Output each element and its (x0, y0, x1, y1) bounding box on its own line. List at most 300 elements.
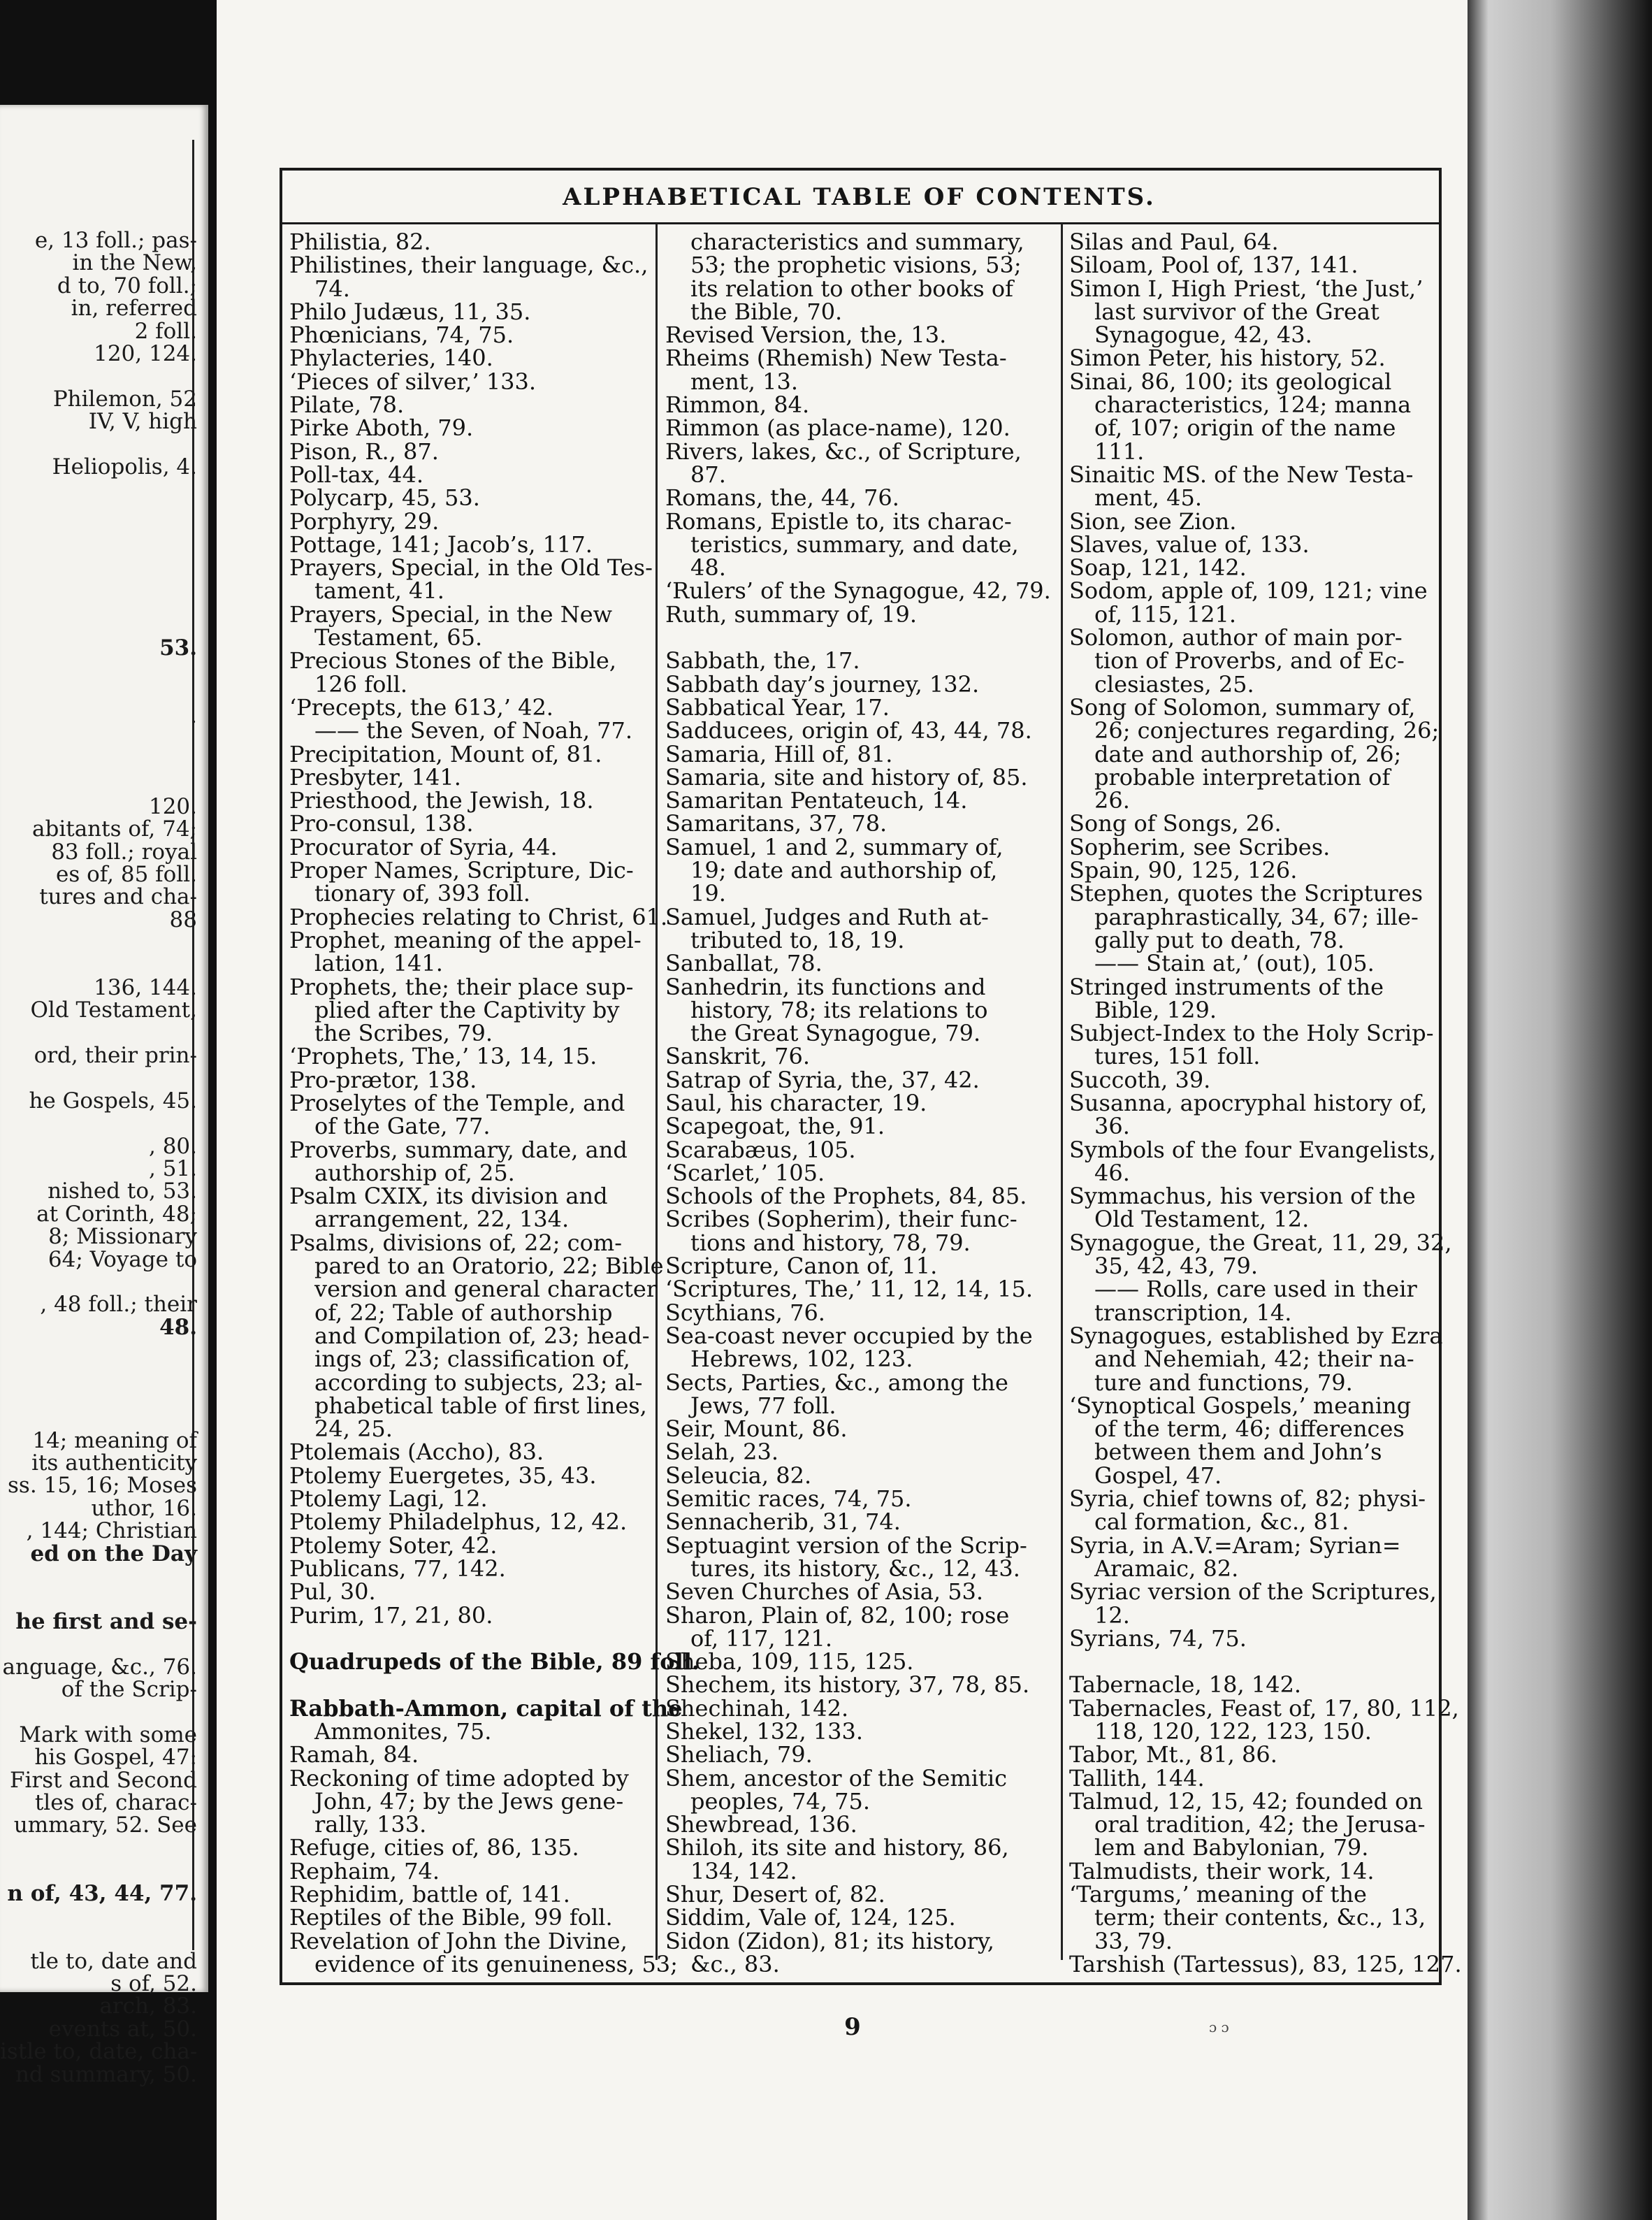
index-entry-line: 24, 25. (314, 1415, 393, 1443)
index-entry-line: Syriac version of the Scriptures, (1069, 1578, 1437, 1606)
index-entry-line: Romans, Epistle to, its charac- (665, 507, 1012, 535)
left-page-line: , 48 foll.; their (40, 1292, 197, 1318)
index-entry-line: Stephen, quotes the Scriptures (1069, 880, 1423, 907)
index-column-1 (289, 229, 700, 1977)
index-entry-line: Selah, 23. (665, 1439, 779, 1466)
index-entry-line: ture and functions, 79. (1094, 1369, 1353, 1396)
index-entry-line: Ptolemy Soter, 42. (289, 1531, 498, 1559)
index-entry-line: Rabbath-Ammon, capital of the (289, 1694, 683, 1722)
index-entry-line: pared to an Oratorio, 22; Bible (314, 1253, 664, 1280)
index-entry-line: Precious Stones of the Bible, (289, 647, 617, 675)
index-entry-line: Revelation of John the Divine, (289, 1927, 628, 1954)
index-entry-line: Presbyter, 141. (289, 763, 461, 791)
index-entry-line: 134, 142. (690, 1857, 797, 1884)
left-page-line (0, 365, 197, 387)
left-page-line: Mark with some (19, 1722, 197, 1747)
index-entry-line: Shiloh, its site and history, 86, (665, 1834, 1009, 1861)
index-entry-line: the Great Synagogue, 79. (690, 1020, 981, 1047)
section-gap (665, 626, 1054, 649)
index-entry-line: 35, 42, 43, 79. (1094, 1253, 1259, 1280)
index-entry-line: characteristics and summary, (690, 229, 1024, 255)
index-entry-line: 48. (690, 554, 726, 582)
index-entry-line: Publicans, 77, 142. (289, 1555, 506, 1582)
left-page-line (0, 501, 197, 524)
index-entry-line: Scythians, 76. (665, 1299, 825, 1326)
index-entry-line: 33, 79. (1094, 1927, 1173, 1954)
index-entry-line: Seleucia, 82. (665, 1462, 812, 1489)
index-entry-line: Refuge, cities of, 86, 135. (289, 1834, 579, 1861)
index-entry-line: Scripture, Canon of, 11. (665, 1253, 938, 1280)
left-page-line (0, 1067, 197, 1089)
index-entry-line: gally put to death, 78. (1094, 926, 1345, 953)
left-page-line (0, 614, 197, 637)
index-entry-line: Rimmon, 84. (665, 391, 810, 419)
left-page-line: IV, V, high (88, 409, 197, 435)
index-entry-line: Precipitation, Mount of, 81. (289, 740, 602, 767)
index-entry-line: Quadrupeds of the Bible, 89 foll. (289, 1648, 700, 1675)
left-page-line: anguage, &c., 76. (2, 1654, 197, 1680)
section-gap (289, 1627, 649, 1650)
index-entry-line: evidence of its genuineness, 53; (314, 1950, 678, 1977)
left-page-line: at Corinth, 48; (36, 1201, 197, 1227)
index-entry-line: Sects, Parties, &c., among the (665, 1369, 1008, 1396)
index-entry-line: 53; the prophetic visions, 53; (690, 252, 1022, 279)
left-page-line: n of, 43, 44, 77. (7, 1880, 197, 1906)
index-entry-line: Bible, 129. (1094, 996, 1217, 1023)
index-entry-line: Samaria, Hill of, 81. (665, 740, 893, 767)
index-entry-line: tament, 41. (314, 577, 444, 605)
index-entry-line: Simon I, High Priest, ‘the Just,’ (1069, 275, 1423, 302)
index-entry-line: according to subjects, 23; al- (314, 1369, 643, 1396)
index-entry-line: Rimmon (as place-name), 120. (665, 415, 1010, 442)
index-entry-line: 26. (1094, 787, 1130, 814)
index-entry-line: Purim, 17, 21, 80. (289, 1601, 493, 1629)
index-entry-line: Proverbs, summary, date, and (289, 1136, 628, 1163)
index-entry-line: Shur, Desert of, 82. (665, 1881, 885, 1908)
index-entry-line: 118, 120, 122, 123, 150. (1094, 1718, 1372, 1745)
index-entry-line: of the Gate, 77. (314, 1113, 491, 1140)
left-page-line: , 80. (148, 1133, 197, 1159)
index-entry-line: 26; conjectures regarding, 26; (1094, 717, 1440, 744)
left-page-line: 14; meaning of (32, 1427, 197, 1453)
index-entry-line: Rephidim, battle of, 141. (289, 1881, 570, 1908)
index-entry-line: Sanhedrin, its functions and (665, 973, 986, 1000)
index-entry-line: of, 107; origin of the name (1094, 415, 1396, 442)
page-title: ALPHABETICAL TABLE OF CONTENTS. (563, 183, 1156, 211)
left-page-line (0, 591, 197, 614)
index-entry-line: Scapegoat, the, 91. (665, 1113, 885, 1140)
index-entry-line: Sheliach, 79. (665, 1741, 813, 1768)
left-page-line (0, 1701, 197, 1723)
index-entry-line: clesiastes, 25. (1094, 670, 1254, 698)
index-entry-line: Samaria, site and history of, 85. (665, 763, 1028, 791)
index-entry-line: Shem, ancestor of the Semitic (665, 1764, 1008, 1792)
left-page-line: 88 (169, 907, 197, 932)
index-entry-line: Pul, 30. (289, 1578, 376, 1606)
left-page-line: 8; Missionary (48, 1224, 197, 1250)
left-page-line (0, 728, 197, 750)
index-entry-line: Prayers, Special, in the Old Tes- (289, 554, 653, 582)
book-binding-edge (1468, 0, 1652, 2220)
left-page-line (0, 1112, 197, 1134)
index-entry-line: rally, 133. (314, 1811, 427, 1838)
index-entry-line: Sea-coast never occupied by the (665, 1322, 1033, 1349)
index-entry-line: the Bible, 70. (690, 298, 843, 325)
left-page-line: uthor, 16. (91, 1495, 197, 1521)
index-entry-line: history, 78; its relations to (690, 996, 988, 1023)
index-entry-line: Sopherim, see Scribes. (1069, 833, 1331, 860)
index-entry-line: of the term, 46; differences (1094, 1415, 1405, 1443)
left-page-line: Heliopolis, 4. (52, 454, 197, 480)
index-entry-line: Septuagint version of the Scrip- (665, 1531, 1027, 1559)
title-rule (280, 222, 1442, 224)
index-entry-line: Proselytes of the Temple, and (289, 1089, 625, 1116)
index-entry-line: Pro-consul, 138. (289, 810, 474, 837)
left-page-line (0, 659, 197, 682)
left-page-line: e, 13 foll.; pas- (34, 228, 197, 253)
index-entry-line: ings of, 23; classification of, (314, 1346, 630, 1373)
index-entry-line: last survivor of the Great (1094, 298, 1379, 325)
index-entry-line: Sidon (Zidon), 81; its history, (665, 1927, 994, 1954)
index-entry-line: Talmudists, their work, 14. (1069, 1857, 1375, 1884)
index-entry-line: —— Stain at,’ (out), 105. (1094, 950, 1375, 977)
index-entry-line: Symbols of the four Evangelists, (1069, 1136, 1436, 1163)
index-entry-line: characteristics, 124; manna (1094, 391, 1412, 419)
index-entry-line: lem and Babylonian, 79. (1094, 1834, 1369, 1861)
index-entry-line: 74. (314, 275, 350, 302)
left-page-line: ss. 15, 16; Moses (8, 1473, 197, 1499)
left-page-line (0, 569, 197, 591)
left-page-line (0, 1633, 197, 1655)
index-entry-line: ‘Targums,’ meaning of the (1069, 1881, 1367, 1908)
index-entry-line: Sabbath day’s journey, 132. (665, 670, 980, 698)
index-entry-line: ‘Synoptical Gospels,’ meaning (1069, 1392, 1412, 1419)
index-entry-line: Shekel, 132, 133. (665, 1718, 864, 1745)
index-entry-line: cal formation, &c., 81. (1094, 1508, 1349, 1536)
index-entry-line: Philo Judæus, 11, 35. (289, 298, 531, 325)
index-entry-line: Tarshish (Tartessus), 83, 125, 127. (1069, 1950, 1462, 1977)
left-page-line: s of, 52. (110, 1971, 197, 1997)
left-page-line (0, 478, 197, 500)
left-page-line (0, 1362, 197, 1384)
index-entry-line: Saul, his character, 19. (665, 1089, 927, 1116)
index-entry-line: Subject-Index to the Holy Scrip- (1069, 1020, 1434, 1047)
left-page-line (0, 1022, 197, 1044)
column-divider-2 (1061, 224, 1063, 1960)
index-entry-line: Psalms, divisions of, 22; com- (289, 1229, 622, 1256)
index-entry-line: Prophet, meaning of the appel- (289, 926, 642, 953)
index-entry-line: Samuel, Judges and Ruth at- (665, 903, 989, 930)
index-entry-line: ‘Pieces of silver,’ 133. (289, 368, 537, 395)
index-entry-line: Jews, 77 foll. (690, 1392, 836, 1419)
left-page-line: its authenticity (31, 1450, 197, 1476)
index-entry-line: Gospel, 47. (1094, 1462, 1222, 1489)
left-page-line: Old Testament, (30, 997, 197, 1023)
left-page-line: istle to, date, cha- (0, 2039, 198, 2065)
index-entry-line: &c., 83. (690, 1950, 780, 1977)
index-entry-line: Solomon, author of main por- (1069, 624, 1403, 651)
index-entry-line: phabetical table of first lines, (314, 1392, 647, 1419)
left-page-line: in, referred (71, 296, 197, 322)
index-entry-line: version and general character (314, 1276, 658, 1303)
index-entry-line: Old Testament, 12. (1094, 1206, 1310, 1233)
left-page-line: nd summary, 50. (15, 2061, 197, 2087)
index-entry-line: Shechem, its history, 37, 78, 85. (665, 1671, 1030, 1699)
index-entry-line: Synagogues, established by Ezra (1069, 1322, 1443, 1349)
index-entry-line: Scarabæus, 105. (665, 1136, 856, 1163)
index-entry-line: ‘Precepts, the 613,’ 42. (289, 693, 553, 721)
index-entry-line: Syrians, 74, 75. (1069, 1624, 1247, 1652)
index-entry-line: plied after the Captivity by (314, 996, 620, 1023)
index-entry-line: tion of Proverbs, and of Ec- (1094, 647, 1405, 675)
index-entry-line: Ruth, summary of, 19. (665, 600, 918, 628)
left-page-line (0, 1837, 197, 1859)
index-entry-line: Tallith, 144. (1069, 1764, 1205, 1792)
index-entry-line: Soap, 121, 142. (1069, 554, 1247, 582)
index-entry-line: Ptolemy Lagi, 12. (289, 1485, 488, 1513)
index-entry-line: tures, 151 foll. (1094, 1043, 1261, 1070)
left-page-line (0, 1406, 197, 1429)
index-entry-line: probable interpretation of (1094, 763, 1391, 791)
index-entry-line: Aramaic, 82. (1094, 1555, 1239, 1582)
left-page-line: 64; Voyage to (48, 1246, 197, 1272)
index-entry-line: Syria, in A.V.=Aram; Syrian= (1069, 1531, 1401, 1559)
index-entry-line: Pison, R., 87. (289, 438, 439, 465)
left-page-line: ummary, 52. See (13, 1812, 197, 1838)
index-entry-line: Phylacteries, 140. (289, 345, 493, 372)
left-page-line: , 51. (148, 1156, 197, 1182)
index-entry-line: 111. (1094, 438, 1145, 465)
index-entry-line: Ptolemais (Accho), 83. (289, 1439, 544, 1466)
index-entry-line: Spain, 90, 125, 126. (1069, 857, 1298, 884)
left-page-line: First and Second (9, 1767, 197, 1793)
index-entry-line: Scribes (Sopherim), their func- (665, 1206, 1017, 1233)
left-page-line: 53. (159, 635, 197, 661)
index-entry-line: Samuel, 1 and 2, summary of, (665, 833, 1003, 860)
index-entry-line: Hebrews, 102, 123. (690, 1346, 913, 1373)
left-page-text-column (0, 229, 197, 2086)
index-entry-line: term; their contents, &c., 13, (1094, 1904, 1426, 1931)
index-entry-line: Succoth, 39. (1069, 1066, 1211, 1093)
left-page-line: 83 foll.; royal (51, 839, 197, 865)
index-entry-line: 46. (1094, 1159, 1130, 1186)
index-entry-line: Rivers, lakes, &c., of Scripture, (665, 438, 1022, 465)
margin-smudge: ɔ ɔ (1209, 2019, 1229, 2035)
left-page-line: abitants of, 74; (32, 816, 197, 842)
left-page-line: events at, 50. (48, 2016, 197, 2042)
index-entry-line: Tabernacles, Feast of, 17, 80, 112, (1069, 1694, 1459, 1722)
index-entry-line: Proper Names, Scripture, Dic- (289, 857, 634, 884)
index-entry-line: of, 117, 121. (690, 1624, 832, 1652)
index-entry-line: Testament, 65. (314, 624, 483, 651)
left-page-line: 48. (159, 1314, 197, 1340)
index-entry-line: Ptolemy Euergetes, 35, 43. (289, 1462, 597, 1489)
left-page-line: tles of, charac- (34, 1789, 197, 1815)
index-entry-line: date and authorship of, 26; (1094, 740, 1402, 767)
index-entry-line: Symmachus, his version of the (1069, 1183, 1416, 1210)
index-entry-line: lation, 141. (314, 950, 443, 977)
left-page-line: ord, their prin- (34, 1043, 197, 1069)
left-page-line: ed on the Day (30, 1541, 197, 1566)
left-page-line: tle to, date and (30, 1948, 197, 1974)
left-page-line: of the Scrip- (61, 1677, 197, 1702)
left-page-line (0, 524, 197, 546)
left-page-line (0, 750, 197, 772)
left-page-line: , 144; Christian (26, 1518, 197, 1544)
index-entry-line: Romans, the, 44, 76. (665, 484, 899, 512)
index-entry-line: ‘Scarlet,’ 105. (665, 1159, 825, 1186)
index-entry-line: arrangement, 22, 134. (314, 1206, 570, 1233)
index-entry-line: Shewbread, 136. (665, 1811, 857, 1838)
index-entry-line: Sanballat, 78. (665, 950, 823, 977)
index-entry-line: Sadducees, origin of, 43, 44, 78. (665, 717, 1032, 744)
index-entry-line: 36. (1094, 1113, 1130, 1140)
index-entry-line: Seven Churches of Asia, 53. (665, 1578, 984, 1606)
index-entry-line: Philistia, 82. (289, 229, 431, 255)
index-entry-line: John, 47; by the Jews gene- (314, 1787, 624, 1815)
section-gap (1069, 1650, 1433, 1673)
index-entry-line: Priesthood, the Jewish, 18. (289, 787, 594, 814)
left-page-line (0, 1859, 197, 1882)
index-entry-line: Procurator of Syria, 44. (289, 833, 558, 860)
index-entry-line: Sabbath, the, 17. (665, 647, 860, 675)
index-entry-line: Prophets, the; their place sup- (289, 973, 634, 1000)
index-entry-line: and Compilation of, 23; head- (314, 1322, 650, 1349)
left-page-line: his Gospel, 47: (34, 1745, 197, 1771)
index-entry-line: tures, its history, &c., 12, 43. (690, 1555, 1020, 1582)
index-entry-line: tributed to, 18, 19. (690, 926, 905, 953)
index-entry-line: Sennacherib, 31, 74. (665, 1508, 901, 1536)
index-entry-line: Sion, see Zion. (1069, 507, 1237, 535)
index-entry-line: 19; date and authorship of, (690, 857, 998, 884)
index-entry-line: Tabor, Mt., 81, 86. (1069, 1741, 1277, 1768)
left-page-line: he Gospels, 45. (29, 1088, 197, 1113)
left-page-line: nished to, 53. (48, 1179, 197, 1204)
index-entry-line: teristics, summary, and date, (690, 531, 1019, 558)
left-page-line (0, 1339, 197, 1361)
left-page-line: tures and cha- (39, 884, 197, 910)
left-page-line (0, 682, 197, 705)
index-entry-line: Pilate, 78. (289, 391, 405, 419)
left-page-line: d to, 70 foll.; (57, 273, 197, 298)
index-entry-line: oral tradition, 42; the Jerusa- (1094, 1811, 1426, 1838)
left-page-line (0, 433, 197, 456)
index-entry-line: Prophecies relating to Christ, 61. (289, 903, 668, 930)
index-entry-line: Slaves, value of, 133. (1069, 531, 1310, 558)
index-entry-line: Siddim, Vale of, 124, 125. (665, 1904, 956, 1931)
index-entry-line: of, 22; Table of authorship (314, 1299, 613, 1326)
index-entry-line: Song of Songs, 26. (1069, 810, 1282, 837)
index-entry-line: Pottage, 141; Jacob’s, 117. (289, 531, 593, 558)
index-entry-line: Susanna, apocryphal history of, (1069, 1089, 1428, 1116)
index-entry-line: Simon Peter, his history, 52. (1069, 345, 1386, 372)
index-entry-line: peoples, 74, 75. (690, 1787, 871, 1815)
index-entry-line: Sodom, apple of, 109, 121; vine (1069, 577, 1428, 605)
index-entry-line: Shechinah, 142. (665, 1694, 849, 1722)
index-entry-line: Pirke Aboth, 79. (289, 415, 474, 442)
left-page-line (0, 1384, 197, 1406)
index-entry-line: 19. (690, 880, 726, 907)
left-page-line: . (190, 703, 197, 729)
index-entry-line: Philistines, their language, &c., (289, 252, 649, 279)
index-entry-line: Synagogue, the Great, 11, 29, 32, (1069, 1229, 1452, 1256)
left-page-line: 120. (148, 793, 197, 819)
index-entry-line: Phœnicians, 74, 75. (289, 322, 514, 349)
facing-page-left (0, 105, 208, 2087)
index-entry-line: authorship of, 25. (314, 1159, 515, 1186)
left-page-line: in the New, (72, 250, 197, 276)
left-page-line: arch, 83. (99, 1994, 197, 2019)
index-entry-line: Psalm CXIX, its division and (289, 1183, 608, 1210)
index-entry-line: Seir, Mount, 86. (665, 1415, 848, 1443)
index-entry-line: Ptolemy Philadelphus, 12, 42. (289, 1508, 628, 1536)
index-entry-line: paraphrastically, 34, 67; ille- (1094, 903, 1419, 930)
index-entry-line: of, 115, 121. (1094, 600, 1236, 628)
index-entry-line: Samaritan Pentateuch, 14. (665, 787, 968, 814)
left-page-line: 136, 144. (94, 974, 197, 1000)
index-entry-line: the Scribes, 79. (314, 1020, 493, 1047)
page-number: 9 (844, 2013, 861, 2041)
index-entry-line: Porphyry, 29. (289, 507, 440, 535)
index-entry-line: Syria, chief towns of, 82; physi- (1069, 1485, 1426, 1513)
index-entry-line: and Nehemiah, 42; their na- (1094, 1346, 1414, 1373)
index-entry-line: between them and John’s (1094, 1439, 1382, 1466)
index-entry-line: Sharon, Plain of, 82, 100; rose (665, 1601, 1010, 1629)
index-entry-line: Sinaitic MS. of the New Testa- (1069, 461, 1414, 488)
index-entry-line: Schools of the Prophets, 84, 85. (665, 1183, 1027, 1210)
index-entry-line: ment, 13. (690, 368, 798, 395)
index-entry-line: 126 foll. (314, 670, 407, 698)
index-entry-line: Ammonites, 75. (314, 1718, 492, 1745)
index-entry-line: Synagogue, 42, 43. (1094, 322, 1312, 349)
index-entry-line: Silas and Paul, 64. (1069, 229, 1279, 255)
index-entry-line: Talmud, 12, 15, 42; founded on (1069, 1787, 1423, 1815)
left-page-line (0, 1271, 197, 1293)
left-page-line (0, 546, 197, 568)
left-page-line: 2 foll. (134, 318, 197, 344)
index-entry-line: Tabernacle, 18, 142. (1069, 1671, 1302, 1699)
index-column-3 (1069, 229, 1462, 1977)
index-entry-line: ‘Scriptures, The,’ 11, 12, 14, 15. (665, 1276, 1033, 1303)
index-entry-line: Sanskrit, 76. (665, 1043, 811, 1070)
index-entry-line: Ramah, 84. (289, 1741, 419, 1768)
left-page-line (0, 1565, 197, 1587)
index-entry-line: Rephaim, 74. (289, 1857, 440, 1884)
index-entry-line: Prayers, Special, in the New (289, 600, 613, 628)
index-entry-line: Samaritans, 37, 78. (665, 810, 887, 837)
index-entry-line: Semitic races, 74, 75. (665, 1485, 912, 1513)
left-page-line: he first and se- (15, 1608, 197, 1634)
index-entry-line: Stringed instruments of the (1069, 973, 1384, 1000)
left-page-line: es of, 85 foll. (56, 861, 197, 887)
index-entry-line: 87. (690, 461, 726, 488)
index-entry-line: Reckoning of time adopted by (289, 1764, 629, 1792)
index-entry-line: ‘Rulers’ of the Synagogue, 42, 79. (665, 577, 1051, 605)
index-entry-line: Satrap of Syria, the, 37, 42. (665, 1066, 980, 1093)
index-column-2 (665, 231, 1054, 1976)
index-entry-line: Pro-prætor, 138. (289, 1066, 477, 1093)
left-page-line (0, 1587, 197, 1610)
left-page-line (0, 954, 197, 976)
left-page-line: Philemon, 52 (52, 386, 197, 412)
index-entry-line: tions and history, 78, 79. (690, 1229, 971, 1256)
index-entry-line: transcription, 14. (1094, 1299, 1292, 1326)
left-page-line (0, 772, 197, 795)
index-entry-line: Song of Solomon, summary of, (1069, 693, 1416, 721)
index-entry-line: ‘Prophets, The,’ 13, 14, 15. (289, 1043, 597, 1070)
left-page-line (0, 1927, 197, 1949)
index-entry-line: Siloam, Pool of, 137, 141. (1069, 252, 1358, 279)
